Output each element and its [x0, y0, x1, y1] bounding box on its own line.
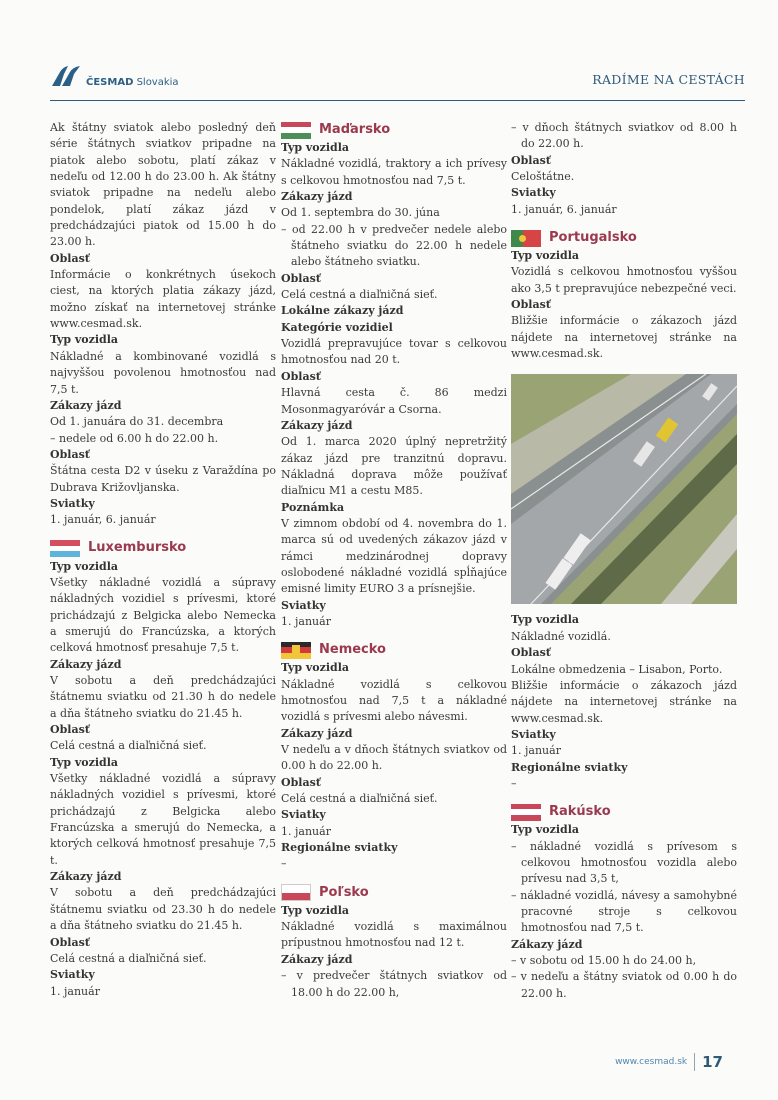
- label-typ-vozidla: Typ vozidla: [281, 661, 350, 675]
- label-regionalne-sviatky: Regionálne sviatky: [511, 760, 628, 774]
- label-zakazy: Zákazy jázd: [281, 952, 353, 966]
- text-info: Bližšie informácie o zákazoch jázd nájdete na internetovej stránke na www.cesmad.sk.: [511, 678, 737, 725]
- text-sviatky: 1. január: [281, 614, 331, 628]
- label-zakazy: Zákazy jázd: [281, 190, 353, 204]
- flag-hungary-icon: [281, 122, 311, 139]
- label-zakazy: Zákazy jázd: [511, 937, 583, 951]
- page-number: 17: [702, 1053, 723, 1071]
- label-oblast-2: Oblasť: [50, 935, 90, 949]
- label-poznamka: Poznámka: [281, 500, 345, 514]
- cesmad-logo-icon: [50, 64, 84, 88]
- text-typ-vozidla: Nákladné vozidlá s maximálnou prípustnou hmotnosťou nad 12 t.: [281, 920, 507, 950]
- label-oblast-2: Oblasť: [281, 369, 321, 383]
- text-zakazy-bullet-2: – v dňoch štátnych sviatkov od 8.00 h do 22.00 h.: [511, 121, 737, 151]
- flag-austria-icon: [511, 804, 541, 821]
- text-oblast: Bližšie informácie o zákazoch jázd nájdete na internetovej stránke na www.cesmad.sk.: [511, 314, 737, 361]
- label-oblast-2: Oblasť: [50, 447, 90, 461]
- label-oblast-2: Oblasť: [511, 646, 551, 660]
- label-sviatky: Sviatky: [511, 186, 556, 200]
- label-sviatky: Sviatky: [511, 727, 556, 741]
- country-name: Rakúsko: [549, 804, 611, 820]
- text-zakazy-line2: – nedele od 6.00 h do 22.00 h.: [50, 431, 219, 445]
- text-typ-vozidla: Všetky nákladné vozidlá a súpravy nákladných vozidiel s prívesmi, ktoré prichádzajú z Belgicka alebo Nemecka a smerujú do Francúzska, a ktorých celková hmotnosť presahuje 7,5 t.: [50, 575, 276, 655]
- text-typ-vozidla: Nákladné vozidlá, traktory a ich prívesy s celkovou hmotnosťou nad 7,5 t.: [281, 157, 507, 187]
- flag-poland-icon: [281, 884, 311, 901]
- flag-portugal-icon: [511, 230, 541, 247]
- flag-luxembourg-icon: [50, 540, 80, 557]
- text-regionalne-sviatky: –: [281, 857, 287, 871]
- text-sviatky: 1. január, 6. január: [511, 202, 617, 216]
- text-zakazy-bullet-2: – v nedeľu a štátny sviatok od 0.00 h do 22.00 h.: [511, 970, 737, 1000]
- label-oblast: Oblasť: [50, 251, 90, 265]
- text-typ-bullet-1: – nákladné vozidlá s prívesom s celkovou hmotnosťou vozidla alebo prívesu nad 3,5 t,: [511, 839, 737, 886]
- label-oblast: Oblasť: [50, 723, 90, 737]
- page-footer: [615, 1053, 723, 1071]
- country-heading-nemecko: [281, 640, 507, 660]
- text-typ-vozidla: Nákladné vozidlá s celkovou hmotnosťou nad 7,5 t a nákladné vozidlá s prívesmi alebo návesmi.: [281, 677, 507, 724]
- label-typ-vozidla-2: Typ vozidla: [511, 613, 580, 627]
- label-oblast: Oblasť: [511, 298, 551, 312]
- flag-germany-icon: [281, 642, 311, 659]
- country-name: Poľsko: [319, 884, 369, 900]
- text-kategorie: Vozidlá prepravujúce tovar s celkovou hmotnosťou nad 20 t.: [281, 337, 507, 367]
- text-sviatky: 1. január, 6. január: [50, 513, 156, 527]
- text-zakazy-bullet: – od 22.00 h v predvečer nedele alebo štátneho sviatku do 22.00 h nedele alebo štátneho sviatku.: [281, 222, 507, 269]
- highway-aerial-photo: [511, 374, 737, 604]
- text-typ-vozidla: Vozidlá s celkovou hmotnosťou vyššou ako 3,5 t prepravujúce nebezpečné veci.: [511, 265, 737, 295]
- label-sviatky: Sviatky: [50, 968, 95, 982]
- label-zakazy-2: Zákazy jázd: [281, 418, 353, 432]
- label-typ-vozidla: Typ vozidla: [50, 559, 119, 573]
- country-heading-polsko: [281, 883, 507, 903]
- text-oblast: Celá cestná a diaľničná sieť.: [281, 792, 438, 806]
- text-oblast: Celá cestná a diaľničná sieť.: [281, 288, 438, 302]
- section-title: RADÍME NA CESTÁCH: [592, 72, 745, 87]
- country-name: Luxembursko: [88, 540, 187, 556]
- page-header: [50, 60, 745, 101]
- text-oblast-2: Lokálne obmedzenia – Lisabon, Porto.: [511, 662, 723, 676]
- label-oblast: Oblasť: [511, 153, 551, 167]
- label-oblast: Oblasť: [281, 775, 321, 789]
- text-zakazy-bullet-1: – v sobotu od 15.00 h do 24.00 h,: [511, 954, 697, 967]
- text-sviatky: 1. január: [50, 984, 100, 998]
- label-zakazy-2: Zákazy jázd: [50, 870, 122, 884]
- text-sviatky: 1. január: [511, 744, 561, 758]
- country-name: Maďarsko: [319, 121, 391, 137]
- label-typ-vozidla: Typ vozidla: [281, 903, 350, 917]
- text-oblast: Celoštátne.: [511, 170, 575, 184]
- column-1: [50, 120, 276, 1000]
- label-sviatky: Sviatky: [281, 598, 326, 612]
- label-sviatky: Sviatky: [281, 808, 326, 822]
- text-oblast: Informácie o konkrétnych úsekoch ciest, na ktorých platia zákazy jázd, možno získať na internetovej stránke www.cesmad.sk.: [50, 268, 276, 331]
- intro-paragraph: Ak štátny sviatok alebo posledný deň série štátnych sviatkov pripadne na piatok alebo sobotu, platí zákaz v nedeľu od 12.00 h do 23.00 h. Ak štátny sviatok pripadne na nedeľu alebo pondelok, platí zákaz jázd v predchádzajúci piatok od 15.00 h do 23.00 h.: [50, 121, 276, 249]
- label-zakazy: Zákazy jázd: [50, 398, 122, 412]
- text-typ-vozidla-2: Všetky nákladné vozidlá a súpravy nákladných vozidiel s prívesmi, ktoré prichádzajú z Belgicka alebo Francúzska a smerujú do Nemecka, a ktorých celková hmotnosť presahuje 7,5 t.: [50, 772, 276, 867]
- text-oblast-2: Hlavná cesta č. 86 medzi Mosonmagyaróvár a Csorna.: [281, 386, 507, 416]
- text-typ-vozidla-2: Nákladné vozidlá.: [511, 629, 611, 643]
- label-typ-vozidla-2: Typ vozidla: [50, 755, 119, 769]
- text-poznamka: V zimnom období od 4. novembra do 1. marca sú od uvedených zákazov jázd v rámci medzinárodnej dopravy oslobodené nákladné vozidlá spĺňajúce emisné limity EURO 3 a prísnejšie.: [281, 516, 507, 596]
- country-name: Portugalsko: [549, 229, 637, 245]
- text-oblast: Celá cestná a diaľničná sieť.: [50, 739, 207, 753]
- text-zakazy: V sobotu a deň predchádzajúci štátnemu sviatku od 21.30 h do nedele a dňa štátneho sviatku do 21.45 h.: [50, 674, 276, 720]
- label-kategorie: Kategórie vozidiel: [281, 320, 393, 334]
- footer-url[interactable]: www.cesmad.sk: [615, 1057, 688, 1067]
- label-sviatky: Sviatky: [50, 496, 95, 510]
- text-zakazy-line1: Od 1. septembra do 30. júna: [281, 206, 440, 220]
- label-typ-vozidla: Typ vozidla: [50, 333, 119, 347]
- footer-divider: [694, 1053, 695, 1071]
- country-name: Nemecko: [319, 642, 386, 658]
- column-2: [281, 120, 507, 1001]
- label-lokalne-zakazy: Lokálne zákazy jázd: [281, 304, 404, 318]
- text-typ-vozidla: Nákladné a kombinované vozidlá s najvyššou povolenou hmotnosťou nad 7,5 t.: [50, 349, 276, 396]
- cesmad-logo: [50, 64, 179, 88]
- text-regionalne-sviatky: –: [511, 776, 517, 790]
- column-3: [511, 120, 737, 1002]
- country-heading-luxembursko: [50, 539, 276, 559]
- text-zakazy-bullet-1: – v predvečer štátnych sviatkov od 18.00 h do 22.00 h,: [281, 969, 507, 999]
- text-zakazy-line1: Od 1. januára do 31. decembra: [50, 415, 224, 429]
- highway-photo-illustration: [511, 374, 737, 604]
- logo-text: ČESMAD Slovakia: [86, 76, 179, 88]
- label-zakazy: Zákazy jázd: [50, 657, 122, 671]
- label-typ-vozidla: Typ vozidla: [511, 823, 580, 837]
- country-heading-rakusko: [511, 802, 737, 822]
- text-oblast-2: Celá cestná a diaľničná sieť.: [50, 951, 207, 965]
- text-sviatky: 1. január: [281, 824, 331, 838]
- country-heading-portugalsko: [511, 228, 737, 248]
- text-zakazy-2: V sobotu a deň predchádzajúci štátnemu sviatku od 23.30 h do nedele a dňa štátneho sviatku do 21.45 h.: [50, 886, 276, 933]
- country-heading-madarsko: [281, 120, 507, 140]
- label-typ-vozidla: Typ vozidla: [511, 249, 580, 263]
- label-regionalne-sviatky: Regionálne sviatky: [281, 841, 398, 855]
- label-zakazy: Zákazy jázd: [281, 726, 353, 740]
- label-oblast: Oblasť: [281, 271, 321, 285]
- label-typ-vozidla: Typ vozidla: [281, 141, 350, 154]
- text-typ-bullet-2: – nákladné vozidlá, návesy a samohybné pracovné stroje s celkovou hmotnosťou nad 7,5 t.: [511, 888, 737, 935]
- text-zakazy-2: Od 1. marca 2020 úplný nepretržitý zákaz jázd pre tranzitnú dopravu. Nákladná doprava môže používať diaľnicu M1 a cestu M85.: [281, 435, 507, 498]
- text-oblast-2: Štátna cesta D2 v úseku z Varaždína po Dubrava Križovljanska.: [50, 464, 276, 494]
- text-zakazy: V nedeľu a v dňoch štátnych sviatkov od 0.00 h do 22.00 h.: [281, 743, 507, 773]
